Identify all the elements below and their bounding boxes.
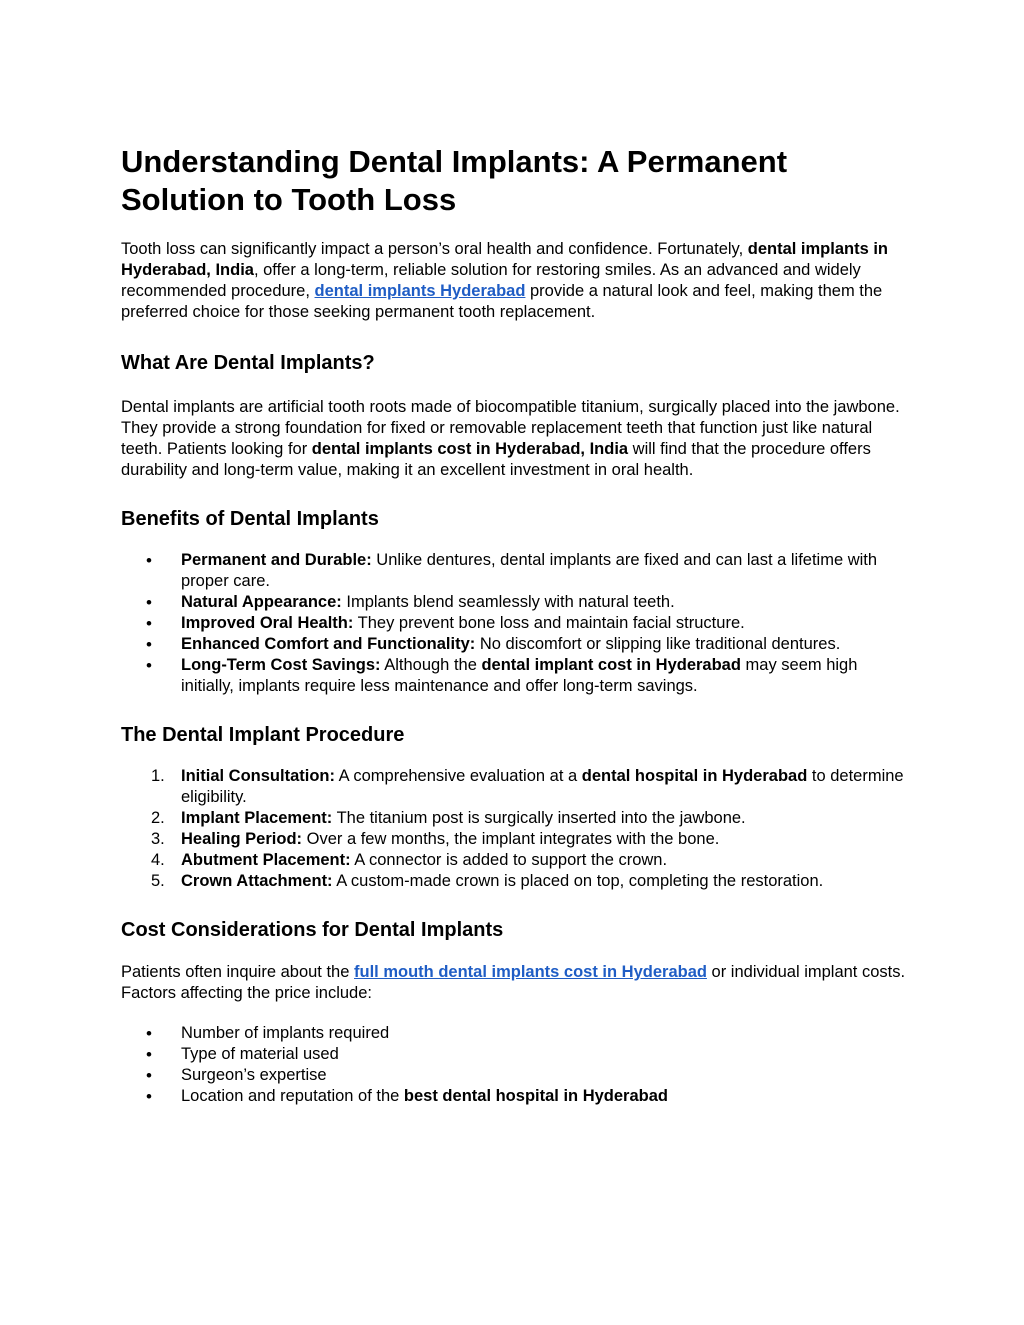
list-item-label: Abutment Placement: xyxy=(181,851,351,869)
list-item-text: Number of implants required xyxy=(181,1024,390,1042)
list-item-text: The titanium post is surgically inserted into the jawbone. xyxy=(332,809,746,827)
section-heading-procedure: The Dental Implant Procedure xyxy=(121,724,405,746)
benefits-list xyxy=(121,550,911,697)
list-item xyxy=(121,829,911,850)
list-item-text-2: may seem high initially, implants require less maintenance and offer long-term savings. xyxy=(181,656,858,695)
section-heading-what: What Are Dental Implants? xyxy=(121,352,375,374)
list-item-text: A custom-made crown is placed on top, completing the restoration. xyxy=(332,872,824,890)
list-item-text: Location and reputation of the xyxy=(181,1087,404,1105)
what-text-1: Dental implants are artificial tooth roots made of biocompatible titanium, surgically placed into the jawbone. They provide a strong foundation for fixed or removable replacement teeth that function just like natural teeth. Patients looking for xyxy=(121,398,900,458)
list-item-label: Natural Appearance: xyxy=(181,593,342,611)
list-item-text: A connector is added to support the crown. xyxy=(350,851,668,869)
list-item-bold: best dental hospital in Hyderabad xyxy=(403,1087,668,1105)
list-item xyxy=(121,613,911,634)
list-item-number: 4. xyxy=(151,851,165,869)
list-item-bold: dental implant cost in Hyderabad xyxy=(481,656,741,674)
cost-text-1: Patients often inquire about the xyxy=(121,963,354,981)
list-item-text: Implants blend seamlessly with natural teeth. xyxy=(341,593,675,611)
list-item xyxy=(121,655,911,697)
cost-text-2: or individual implant costs. Factors affecting the price include: xyxy=(121,963,906,1002)
list-item xyxy=(121,871,911,892)
intro-text-2: , offer a long-term, reliable solution for restoring smiles. As an advanced and widely recommended procedure, xyxy=(121,261,861,300)
list-item xyxy=(121,1065,911,1086)
list-item xyxy=(121,766,911,808)
list-item xyxy=(121,850,911,871)
list-item-label: Long-Term Cost Savings: xyxy=(181,656,381,674)
list-item-label: Crown Attachment: xyxy=(181,872,333,890)
list-item xyxy=(121,1044,911,1065)
list-item xyxy=(121,1023,911,1044)
page-title: Understanding Dental Implants: A Permanent Solution to Tooth Loss xyxy=(121,144,788,217)
list-item-number: 5. xyxy=(151,872,165,890)
list-item-label: Healing Period: xyxy=(181,830,303,848)
list-item-label: Permanent and Durable: xyxy=(181,551,372,569)
intro-text-1: Tooth loss can significantly impact a person’s oral health and confidence. Fortunately, xyxy=(121,240,748,258)
cost-factors-list xyxy=(121,1023,911,1107)
list-item xyxy=(121,1086,911,1107)
intro-text-3: provide a natural look and feel, making them the preferred choice for those seeking permanent tooth replacement. xyxy=(121,282,883,321)
what-text-2: will find that the procedure offers durability and long-term value, making it an excellent investment in oral health. xyxy=(121,440,871,479)
list-item-text-2: to determine eligibility. xyxy=(181,767,904,806)
list-item-bold: dental hospital in Hyderabad xyxy=(581,767,808,785)
list-item-text: Surgeon’s expertise xyxy=(181,1066,327,1084)
what-paragraph xyxy=(121,397,911,481)
cost-paragraph xyxy=(121,962,911,1004)
intro-paragraph xyxy=(121,239,911,323)
list-item xyxy=(121,634,911,655)
list-item-number: 3. xyxy=(151,830,165,848)
full-mouth-implants-cost-link[interactable]: full mouth dental implants cost in Hyderabad xyxy=(354,963,707,981)
list-item-text: A comprehensive evaluation at a xyxy=(335,767,582,785)
procedure-list xyxy=(121,766,911,892)
list-item-text: No discomfort or slipping like traditional dentures. xyxy=(475,635,841,653)
list-item-text: Type of material used xyxy=(181,1045,339,1063)
list-item xyxy=(121,808,911,829)
intro-bold-keyword: dental implants in Hyderabad, India xyxy=(121,240,889,279)
list-item-number: 1. xyxy=(151,767,165,785)
section-heading-cost: Cost Considerations for Dental Implants xyxy=(121,919,504,941)
list-item xyxy=(121,550,911,592)
what-bold-keyword: dental implants cost in Hyderabad, India xyxy=(311,440,629,458)
list-item-text: They prevent bone loss and maintain facial structure. xyxy=(353,614,745,632)
document-page xyxy=(121,143,911,1107)
dental-implants-hyderabad-link[interactable]: dental implants Hyderabad xyxy=(314,282,526,300)
section-heading-benefits: Benefits of Dental Implants xyxy=(121,508,379,530)
list-item-number: 2. xyxy=(151,809,165,827)
list-item-text: Although the xyxy=(380,656,482,674)
list-item xyxy=(121,592,911,613)
list-item-label: Enhanced Comfort and Functionality: xyxy=(181,635,476,653)
list-item-label: Improved Oral Health: xyxy=(181,614,354,632)
list-item-text: Over a few months, the implant integrates with the bone. xyxy=(302,830,720,848)
list-item-label: Implant Placement: xyxy=(181,809,333,827)
list-item-label: Initial Consultation: xyxy=(181,767,335,785)
list-item-text: Unlike dentures, dental implants are fixed and can last a lifetime with proper care. xyxy=(181,551,878,590)
